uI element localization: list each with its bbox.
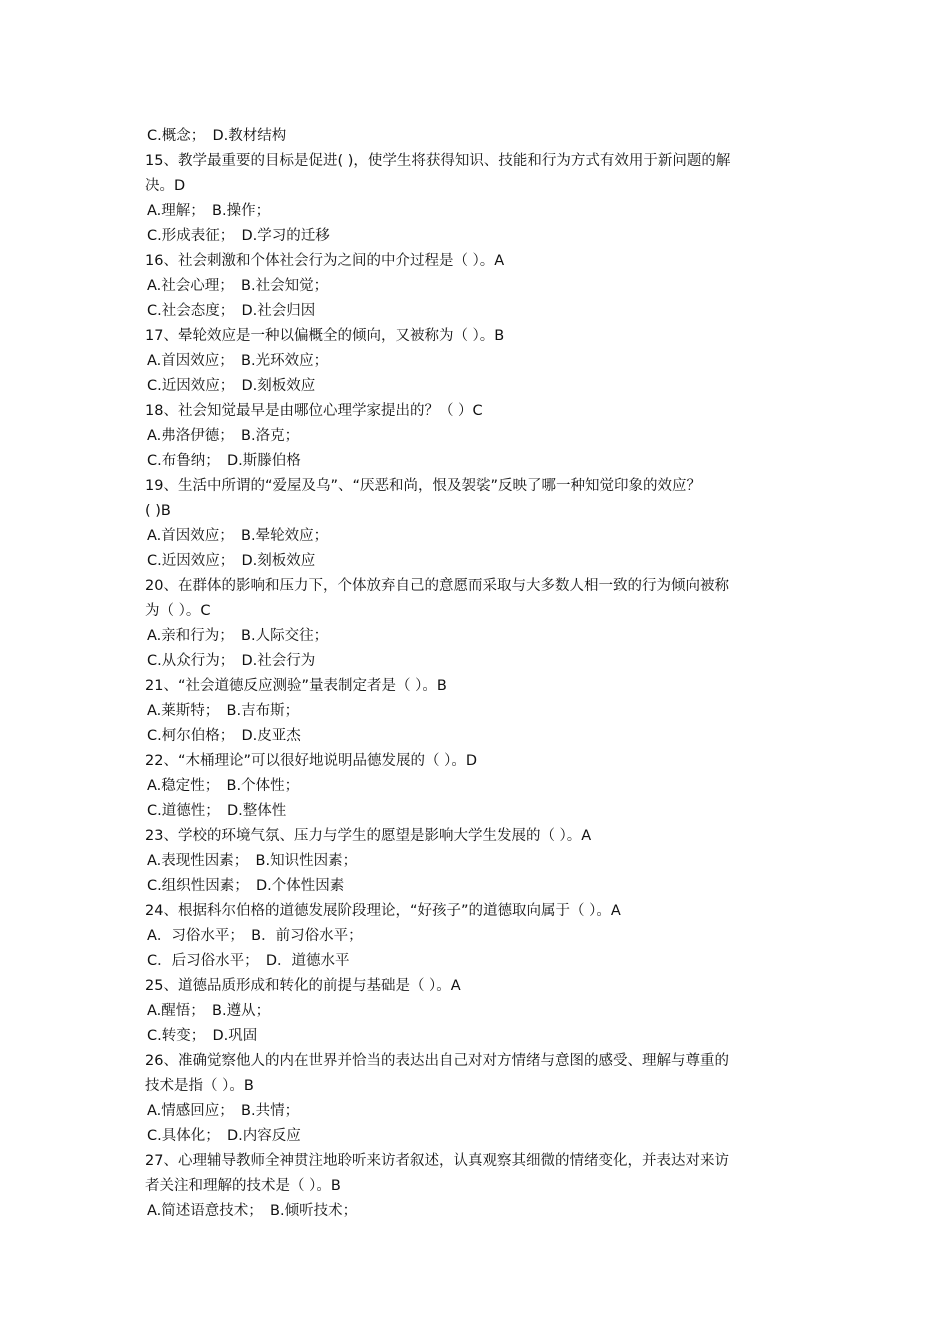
answer-options-line: A.理解； B.操作； — [147, 203, 271, 219]
question-text-line: 15、教学最重要的目标是促进( )，使学生将获得知识、技能和行为方式有效用于新问题的解 — [145, 153, 731, 169]
answer-options-line: C.近因效应； D.刻板效应 — [147, 553, 316, 569]
question-text-line: 20、在群体的影响和压力下，个体放弃自己的意愿而采取与大多数人相一致的行为倾向被称 — [145, 578, 729, 594]
question-text-line: 者关注和理解的技术是（ ）。B — [145, 1178, 341, 1194]
answer-options-line: A.简述语意技术； B.倾听技术； — [147, 1203, 358, 1219]
answer-options-line: A.莱斯特； B.吉布斯； — [147, 703, 300, 719]
question-text-line: 25、道德品质形成和转化的前提与基础是（ ）。A — [145, 978, 461, 994]
question-text-line: 决。D — [145, 178, 186, 194]
answer-options-line: A.醒悟； B.遵从； — [147, 1003, 271, 1019]
question-text-line: ( )B — [145, 503, 171, 519]
answer-options-line: A.稳定性； B.个体性； — [147, 778, 300, 794]
question-text-line: 24、根据科尔伯格的道德发展阶段理论，“好孩子”的道德取向属于（ ）。A — [145, 903, 621, 919]
answer-options-line: C.转变； D.巩固 — [147, 1028, 258, 1044]
question-text-line: 26、准确觉察他人的内在世界并恰当的表达出自己对对方情绪与意图的感受、理解与尊重的 — [145, 1053, 729, 1069]
answer-options-line: C.具体化； D.内容反应 — [147, 1128, 301, 1144]
answer-options-line: A.首因效应； B.晕轮效应； — [147, 528, 329, 544]
answer-options-line: A.弗洛伊德； B.洛克； — [147, 428, 300, 444]
question-text-line: 21、“社会道德反应测验”量表制定者是（ ）。B — [145, 678, 447, 694]
answer-options-line: A.首因效应； B.光环效应； — [147, 353, 329, 369]
answer-options-line: A.社会心理； B.社会知觉； — [147, 278, 329, 294]
question-text-line: 19、生活中所谓的“爱屋及乌”、“厌恶和尚，恨及袈裟”反映了哪一种知觉印象的效应？ — [145, 478, 701, 494]
question-text-line: 为（ ）。C — [145, 603, 211, 619]
question-text-line: 23、学校的环境气氛、压力与学生的愿望是影响大学生发展的（ ）。A — [145, 828, 592, 844]
answer-options-line: C.概念； D.教材结构 — [147, 128, 287, 144]
answer-options-line: C.形成表征； D.学习的迁移 — [147, 228, 330, 244]
answer-options-line: C．后习俗水平； D．道德水平 — [147, 953, 350, 969]
answer-options-line: C.组织性因素； D.个体性因素 — [147, 878, 345, 894]
answer-options-line: C.近因效应； D.刻板效应 — [147, 378, 316, 394]
answer-options-line: A.情感回应； B.共情； — [147, 1103, 300, 1119]
answer-options-line: C.从众行为； D.社会行为 — [147, 653, 316, 669]
question-text-line: 18、社会知觉最早是由哪位心理学家提出的？（ ）C — [145, 403, 483, 419]
question-text-line: 22、“木桶理论”可以很好地说明品德发展的（ ）。D — [145, 753, 477, 769]
answer-options-line: C.柯尔伯格； D.皮亚杰 — [147, 728, 301, 744]
answer-options-line: A.亲和行为； B.人际交往； — [147, 628, 329, 644]
answer-options-line: A．习俗水平； B．前习俗水平； — [147, 928, 363, 944]
document-page — [145, 124, 815, 1224]
answer-options-line: C.社会态度； D.社会归因 — [147, 303, 316, 319]
question-text-line: 17、晕轮效应是一种以偏概全的倾向，又被称为（ ）。B — [145, 328, 505, 344]
answer-options-line: A.表现性因素； B.知识性因素； — [147, 853, 358, 869]
answer-options-line: C.道德性； D.整体性 — [147, 803, 287, 819]
question-text-line: 27、心理辅导教师全神贯注地聆听来访者叙述，认真观察其细微的情绪变化，并表达对来访 — [145, 1153, 729, 1169]
question-text-line: 技术是指（ ）。B — [145, 1078, 254, 1094]
answer-options-line: C.布鲁纳； D.斯滕伯格 — [147, 453, 301, 469]
question-text-line: 16、社会刺激和个体社会行为之间的中介过程是（ ）。A — [145, 253, 505, 269]
